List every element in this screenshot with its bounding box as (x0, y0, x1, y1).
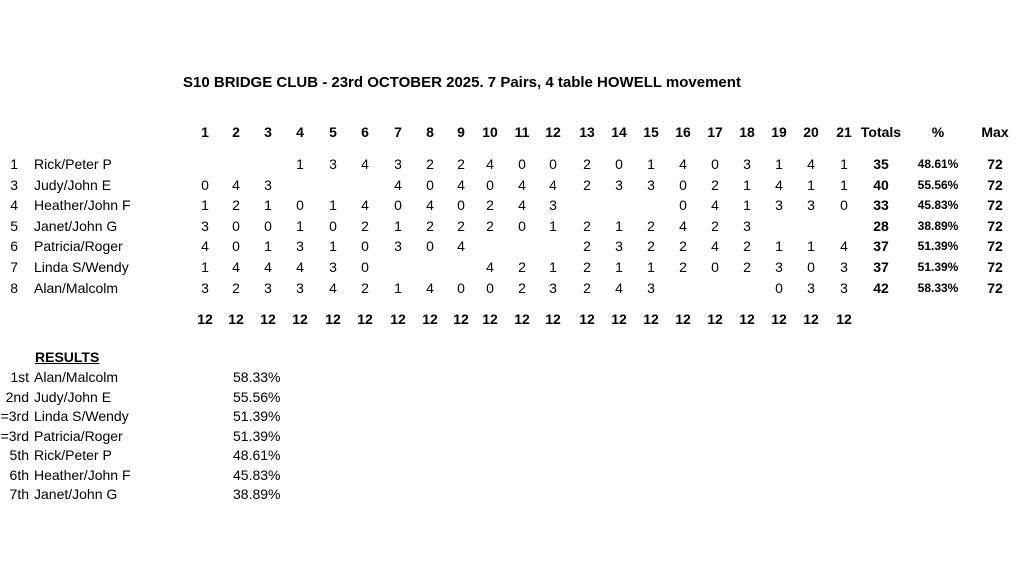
score-cell: 4 (426, 197, 434, 213)
score-cell: 1 (296, 156, 304, 172)
board-total: 12 (675, 311, 691, 327)
row-percent: 51.39% (917, 239, 959, 253)
score-cell: 4 (486, 156, 494, 172)
result-percent: 48.61% (233, 447, 281, 463)
score-cell: 1 (615, 259, 623, 275)
score-cell: 4 (807, 156, 815, 172)
score-cell: 2 (426, 218, 434, 234)
result-percent: 51.39% (233, 408, 281, 424)
row-percent: 45.83% (917, 198, 959, 212)
score-cell: 0 (457, 197, 465, 213)
score-cell: 0 (679, 177, 687, 193)
score-cell: 3 (775, 259, 783, 275)
board-header: 21 (836, 124, 852, 140)
score-cell: 3 (647, 280, 655, 296)
score-cell: 2 (679, 238, 687, 254)
board-header: 3 (264, 124, 272, 140)
score-cell: 3 (615, 238, 623, 254)
result-position: 2nd (5, 388, 29, 405)
score-cell: 1 (549, 259, 557, 275)
score-cell: 3 (296, 238, 304, 254)
score-cell: 2 (583, 177, 591, 193)
score-cell: 1 (807, 177, 815, 193)
score-cell: 0 (232, 218, 240, 234)
score-cell: 2 (518, 280, 526, 296)
score-cell: 2 (679, 259, 687, 275)
result-pair-name: Patricia/Roger (34, 427, 123, 444)
score-cell: 3 (549, 280, 557, 296)
score-cell: 4 (457, 238, 465, 254)
board-total: 12 (707, 311, 723, 327)
score-cell: 4 (201, 238, 209, 254)
board-header: 12 (545, 124, 561, 140)
score-cell: 4 (518, 197, 526, 213)
row-max: 72 (987, 197, 1003, 213)
row-percent: 55.56% (917, 178, 959, 192)
score-cell: 0 (518, 218, 526, 234)
row-percent: 58.33% (917, 281, 959, 295)
score-cell: 0 (711, 259, 719, 275)
score-cell: 4 (361, 156, 369, 172)
result-position: =3rd (0, 427, 29, 444)
score-cell: 4 (711, 197, 719, 213)
score-cell: 3 (394, 238, 402, 254)
score-cell: 0 (426, 238, 434, 254)
score-cell: 0 (296, 197, 304, 213)
score-cell: 2 (518, 259, 526, 275)
board-total: 12 (514, 311, 530, 327)
score-cell: 1 (201, 259, 209, 275)
score-cell: 1 (201, 197, 209, 213)
row-max: 72 (987, 218, 1003, 234)
score-cell: 2 (232, 280, 240, 296)
score-cell: 4 (840, 238, 848, 254)
score-cell: 2 (486, 218, 494, 234)
score-cell: 0 (549, 156, 557, 172)
result-percent: 51.39% (233, 427, 281, 444)
score-cell: 4 (615, 280, 623, 296)
score-cell: 4 (394, 177, 402, 193)
board-header: 20 (803, 124, 819, 140)
score-cell: 3 (549, 197, 557, 213)
score-cell: 1 (264, 238, 272, 254)
score-cell: 4 (486, 259, 494, 275)
board-header: 1 (201, 124, 209, 140)
score-cell: 2 (486, 197, 494, 213)
score-cell: 3 (840, 280, 848, 296)
board-header: 10 (482, 124, 498, 140)
score-cell: 1 (296, 218, 304, 234)
score-cell: 0 (264, 218, 272, 234)
row-percent: 51.39% (917, 260, 959, 274)
board-total: 12 (579, 311, 595, 327)
pair-number: 3 (10, 177, 18, 193)
score-cell: 0 (426, 177, 434, 193)
score-cell: 3 (329, 156, 337, 172)
pair-number: 4 (10, 197, 18, 213)
score-cell: 2 (647, 238, 655, 254)
result-percent: 55.56% (233, 388, 281, 405)
result-pair-name: Janet/John G (34, 486, 118, 502)
score-cell: 4 (518, 177, 526, 193)
board-header: 2 (232, 124, 240, 140)
row-total: 37 (873, 238, 889, 254)
score-cell: 2 (426, 156, 434, 172)
board-total: 12 (739, 311, 755, 327)
score-cell: 2 (232, 197, 240, 213)
score-cell: 3 (296, 280, 304, 296)
score-cell: 2 (457, 218, 465, 234)
score-cell: 3 (807, 280, 815, 296)
pair-number: 6 (10, 238, 18, 254)
score-cell: 3 (201, 280, 209, 296)
score-cell: 0 (486, 177, 494, 193)
board-total: 12 (228, 311, 244, 327)
score-cell: 3 (743, 156, 751, 172)
result-position: 7th (9, 486, 29, 502)
score-cell: 2 (583, 259, 591, 275)
board-total: 12 (325, 311, 341, 327)
row-total: 42 (873, 280, 889, 296)
board-total: 12 (643, 311, 659, 327)
board-total: 12 (611, 311, 627, 327)
score-cell: 4 (329, 280, 337, 296)
score-cell: 2 (583, 280, 591, 296)
pair-name: Rick/Peter P (34, 156, 112, 172)
score-cell: 2 (583, 218, 591, 234)
pair-name: Patricia/Roger (34, 238, 123, 254)
score-cell: 4 (426, 280, 434, 296)
board-total: 12 (482, 311, 498, 327)
result-position: 6th (9, 466, 29, 483)
score-cell: 4 (457, 177, 465, 193)
board-header: 4 (296, 124, 304, 140)
score-cell: 0 (361, 238, 369, 254)
score-cell: 2 (647, 218, 655, 234)
board-header: 11 (514, 124, 530, 140)
board-header: 7 (394, 124, 402, 140)
result-percent: 58.33% (233, 369, 281, 385)
score-cell: 0 (518, 156, 526, 172)
row-percent: 38.89% (917, 219, 959, 233)
row-percent: 48.61% (917, 157, 959, 171)
score-cell: 0 (394, 197, 402, 213)
score-cell: 3 (264, 177, 272, 193)
board-header: 14 (611, 124, 627, 140)
result-pair-name: Alan/Malcolm (34, 369, 119, 385)
result-position: 1st (10, 369, 29, 385)
score-cell: 1 (840, 156, 848, 172)
score-cell: 2 (583, 238, 591, 254)
score-cell: 4 (361, 197, 369, 213)
score-cell: 2 (743, 238, 751, 254)
board-total: 12 (771, 311, 787, 327)
board-header: 16 (675, 124, 691, 140)
score-cell: 3 (743, 218, 751, 234)
score-cell: 4 (711, 238, 719, 254)
row-total: 35 (873, 156, 889, 172)
score-cell: 3 (840, 259, 848, 275)
score-cell: 3 (264, 280, 272, 296)
board-header: 6 (361, 124, 369, 140)
page-title: S10 BRIDGE CLUB - 23rd OCTOBER 2025. 7 Pairs, 4 table HOWELL movement (183, 74, 741, 91)
board-total: 12 (422, 311, 438, 327)
pair-name: Alan/Malcolm (34, 280, 119, 296)
row-max: 72 (987, 259, 1003, 275)
board-total: 12 (390, 311, 406, 327)
pair-number: 1 (10, 156, 18, 172)
score-cell: 1 (743, 197, 751, 213)
result-pair-name: Heather/John F (34, 466, 131, 483)
pair-name: Judy/John E (34, 177, 112, 193)
board-header: 5 (329, 124, 337, 140)
score-cell: 2 (711, 177, 719, 193)
score-cell: 2 (743, 259, 751, 275)
board-total: 12 (836, 311, 852, 327)
row-total: 40 (873, 177, 889, 193)
score-cell: 4 (775, 177, 783, 193)
row-max: 72 (987, 177, 1003, 193)
score-cell: 4 (679, 218, 687, 234)
score-cell: 4 (232, 177, 240, 193)
score-cell: 0 (679, 197, 687, 213)
score-cell: 2 (711, 218, 719, 234)
score-cell: 3 (329, 259, 337, 275)
board-total: 12 (292, 311, 308, 327)
score-cell: 4 (264, 259, 272, 275)
pair-number: 8 (10, 280, 18, 296)
score-cell: 1 (743, 177, 751, 193)
result-position: =3rd (0, 408, 29, 424)
pair-number: 7 (10, 259, 18, 275)
score-cell: 2 (457, 156, 465, 172)
score-cell: 2 (583, 156, 591, 172)
board-header: 13 (579, 124, 595, 140)
score-cell: 1 (394, 280, 402, 296)
score-cell: 3 (807, 197, 815, 213)
board-total: 12 (357, 311, 373, 327)
score-cell: 1 (329, 238, 337, 254)
board-header: 18 (739, 124, 755, 140)
score-cell: 1 (775, 238, 783, 254)
score-cell: 3 (615, 177, 623, 193)
row-total: 28 (873, 218, 889, 234)
row-max: 72 (987, 156, 1003, 172)
score-cell: 3 (201, 218, 209, 234)
max-header: Max (981, 124, 1009, 140)
score-cell: 2 (361, 280, 369, 296)
row-max: 72 (987, 238, 1003, 254)
score-cell: 1 (775, 156, 783, 172)
board-total: 12 (545, 311, 561, 327)
score-cell: 0 (775, 280, 783, 296)
result-position: 5th (9, 447, 29, 463)
score-cell: 4 (296, 259, 304, 275)
row-max: 72 (987, 280, 1003, 296)
score-cell: 4 (679, 156, 687, 172)
score-cell: 4 (232, 259, 240, 275)
pair-name: Janet/John G (34, 218, 118, 234)
result-percent: 38.89% (233, 486, 281, 502)
board-total: 12 (803, 311, 819, 327)
totals-header: Totals (860, 124, 902, 140)
score-cell: 0 (329, 218, 337, 234)
pair-number: 5 (10, 218, 18, 234)
score-cell: 0 (457, 280, 465, 296)
result-pair-name: Rick/Peter P (34, 447, 112, 463)
score-cell: 0 (711, 156, 719, 172)
score-cell: 2 (361, 218, 369, 234)
score-cell: 3 (775, 197, 783, 213)
board-header: 8 (426, 124, 434, 140)
score-cell: 1 (647, 156, 655, 172)
score-cell: 3 (394, 156, 402, 172)
score-cell: 0 (807, 259, 815, 275)
score-cell: 4 (549, 177, 557, 193)
score-cell: 0 (840, 197, 848, 213)
score-cell: 1 (329, 197, 337, 213)
board-total: 12 (260, 311, 276, 327)
pair-name: Heather/John F (34, 197, 131, 213)
score-cell: 0 (232, 238, 240, 254)
pct-header: % (931, 124, 945, 140)
score-cell: 1 (840, 177, 848, 193)
row-total: 33 (873, 197, 889, 213)
score-cell: 3 (647, 177, 655, 193)
score-cell: 1 (549, 218, 557, 234)
score-cell: 1 (647, 259, 655, 275)
result-percent: 45.83% (233, 466, 281, 483)
result-pair-name: Linda S/Wendy (34, 408, 129, 424)
pair-name: Linda S/Wendy (34, 259, 129, 275)
results-heading: RESULTS (35, 349, 100, 365)
board-total: 12 (453, 311, 469, 327)
score-cell: 0 (615, 156, 623, 172)
board-header: 9 (457, 124, 465, 140)
board-header: 17 (707, 124, 723, 140)
board-total: 12 (197, 311, 213, 327)
score-cell: 0 (201, 177, 209, 193)
score-cell: 1 (807, 238, 815, 254)
score-cell: 0 (361, 259, 369, 275)
board-header: 15 (643, 124, 659, 140)
board-header: 19 (771, 124, 787, 140)
result-pair-name: Judy/John E (34, 388, 112, 405)
row-total: 37 (873, 259, 889, 275)
score-cell: 0 (486, 280, 494, 296)
score-cell: 1 (615, 218, 623, 234)
score-cell: 1 (264, 197, 272, 213)
score-cell: 1 (394, 218, 402, 234)
